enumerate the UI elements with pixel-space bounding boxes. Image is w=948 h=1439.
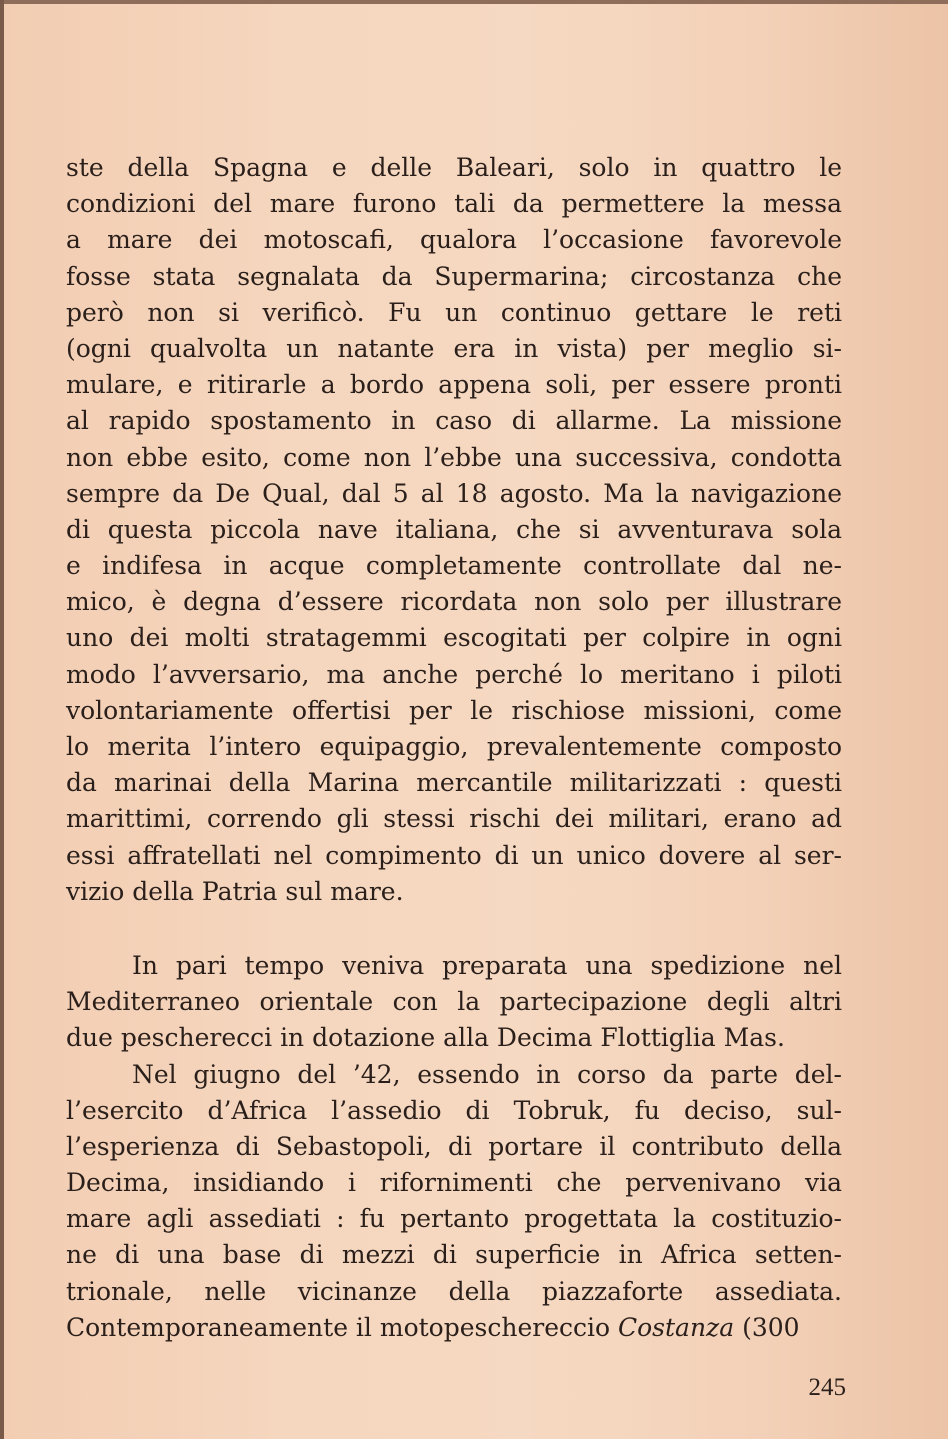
text-line: fosse stata segnalata da Supermarina; circostanza che	[66, 261, 842, 291]
text-line: però non si verificò. Fu un continuo gettare le reti	[66, 297, 842, 327]
text-line: sempre da De Qual, dal 5 al 18 agosto. Ma la navigazione	[66, 478, 842, 508]
text-line: vizio della Patria sul mare.	[66, 876, 404, 906]
page-spine-edge	[0, 0, 4, 1439]
paragraph-break	[66, 910, 842, 948]
page-top-edge	[0, 0, 948, 4]
text-line: trionale, nelle vicinanze della piazzaforte assediata.	[66, 1276, 842, 1306]
body-text	[66, 150, 842, 1346]
text-line: Nel giugno del ’42, essendo in corso da parte del-	[132, 1059, 842, 1089]
text-segment: Contemporaneamente il motopeschereccio	[66, 1312, 618, 1342]
text-line: mulare, e ritirarle a bordo appena soli, per essere pronti	[66, 370, 842, 400]
text-line: l’esercito d’Africa l’assedio di Tobruk, fu deciso, sul-	[66, 1095, 842, 1125]
paragraph-2	[66, 948, 842, 1057]
text-line: In pari tempo veniva preparata una spedizione nel	[132, 950, 842, 980]
text-segment: (300	[734, 1312, 800, 1342]
paragraph-1	[66, 150, 842, 910]
text-line: modo l’avversario, ma anche perché lo meritano i piloti	[66, 659, 842, 689]
text-line: due pescherecci in dotazione alla Decima Flottiglia Mas.	[66, 1023, 785, 1053]
text-line: a mare dei motoscafi, qualora l’occasione favorevole	[66, 225, 842, 255]
text-line: Mediterraneo orientale con la partecipazione degli altri	[66, 987, 842, 1017]
page-number: 245	[808, 1374, 846, 1401]
text-line: marittimi, correndo gli stessi rischi dei militari, erano ad	[66, 804, 842, 834]
text-line	[66, 1310, 842, 1346]
paragraph-3	[66, 1057, 842, 1347]
text-line: e indifesa in acque completamente controllate dal ne-	[66, 551, 842, 581]
text-line: l’esperienza di Sebastopoli, di portare il contributo della	[66, 1131, 842, 1161]
text-line: al rapido spostamento in caso di allarme. La missione	[66, 406, 842, 436]
text-line: lo merita l’intero equipaggio, prevalentemente composto	[66, 732, 842, 761]
text-line: ste della Spagna e delle Baleari, solo in quattro le	[66, 153, 842, 182]
text-line: (ogni qualvolta un natante era in vista) per meglio si-	[66, 333, 842, 363]
text-line: non ebbe esito, come non l’ebbe una successiva, condotta	[66, 442, 842, 472]
text-line: essi affratellati nel compimento di un unico dovere al ser-	[66, 840, 842, 870]
text-line: Decima, insidiando i rifornimenti che pervenivano via	[66, 1168, 842, 1198]
text-line: volontariamente offertisi per le rischiose missioni, come	[66, 695, 842, 725]
text-line: mare agli assediati : fu pertanto progettata la costituzio-	[66, 1204, 842, 1234]
text-line: ne di una base di mezzi di superficie in Africa setten-	[66, 1240, 842, 1270]
text-line: uno dei molti stratagemmi escogitati per colpire in ogni	[66, 623, 842, 653]
text-line: mico, è degna d’essere ricordata non solo per illustrare	[66, 587, 842, 617]
text-line: di questa piccola nave italiana, che si avventurava sola	[66, 514, 842, 544]
text-line: da marinai della Marina mercantile militarizzati : questi	[66, 768, 842, 798]
text-line: condizioni del mare furono tali da permettere la messa	[66, 189, 842, 219]
vessel-name: Costanza	[618, 1312, 735, 1342]
